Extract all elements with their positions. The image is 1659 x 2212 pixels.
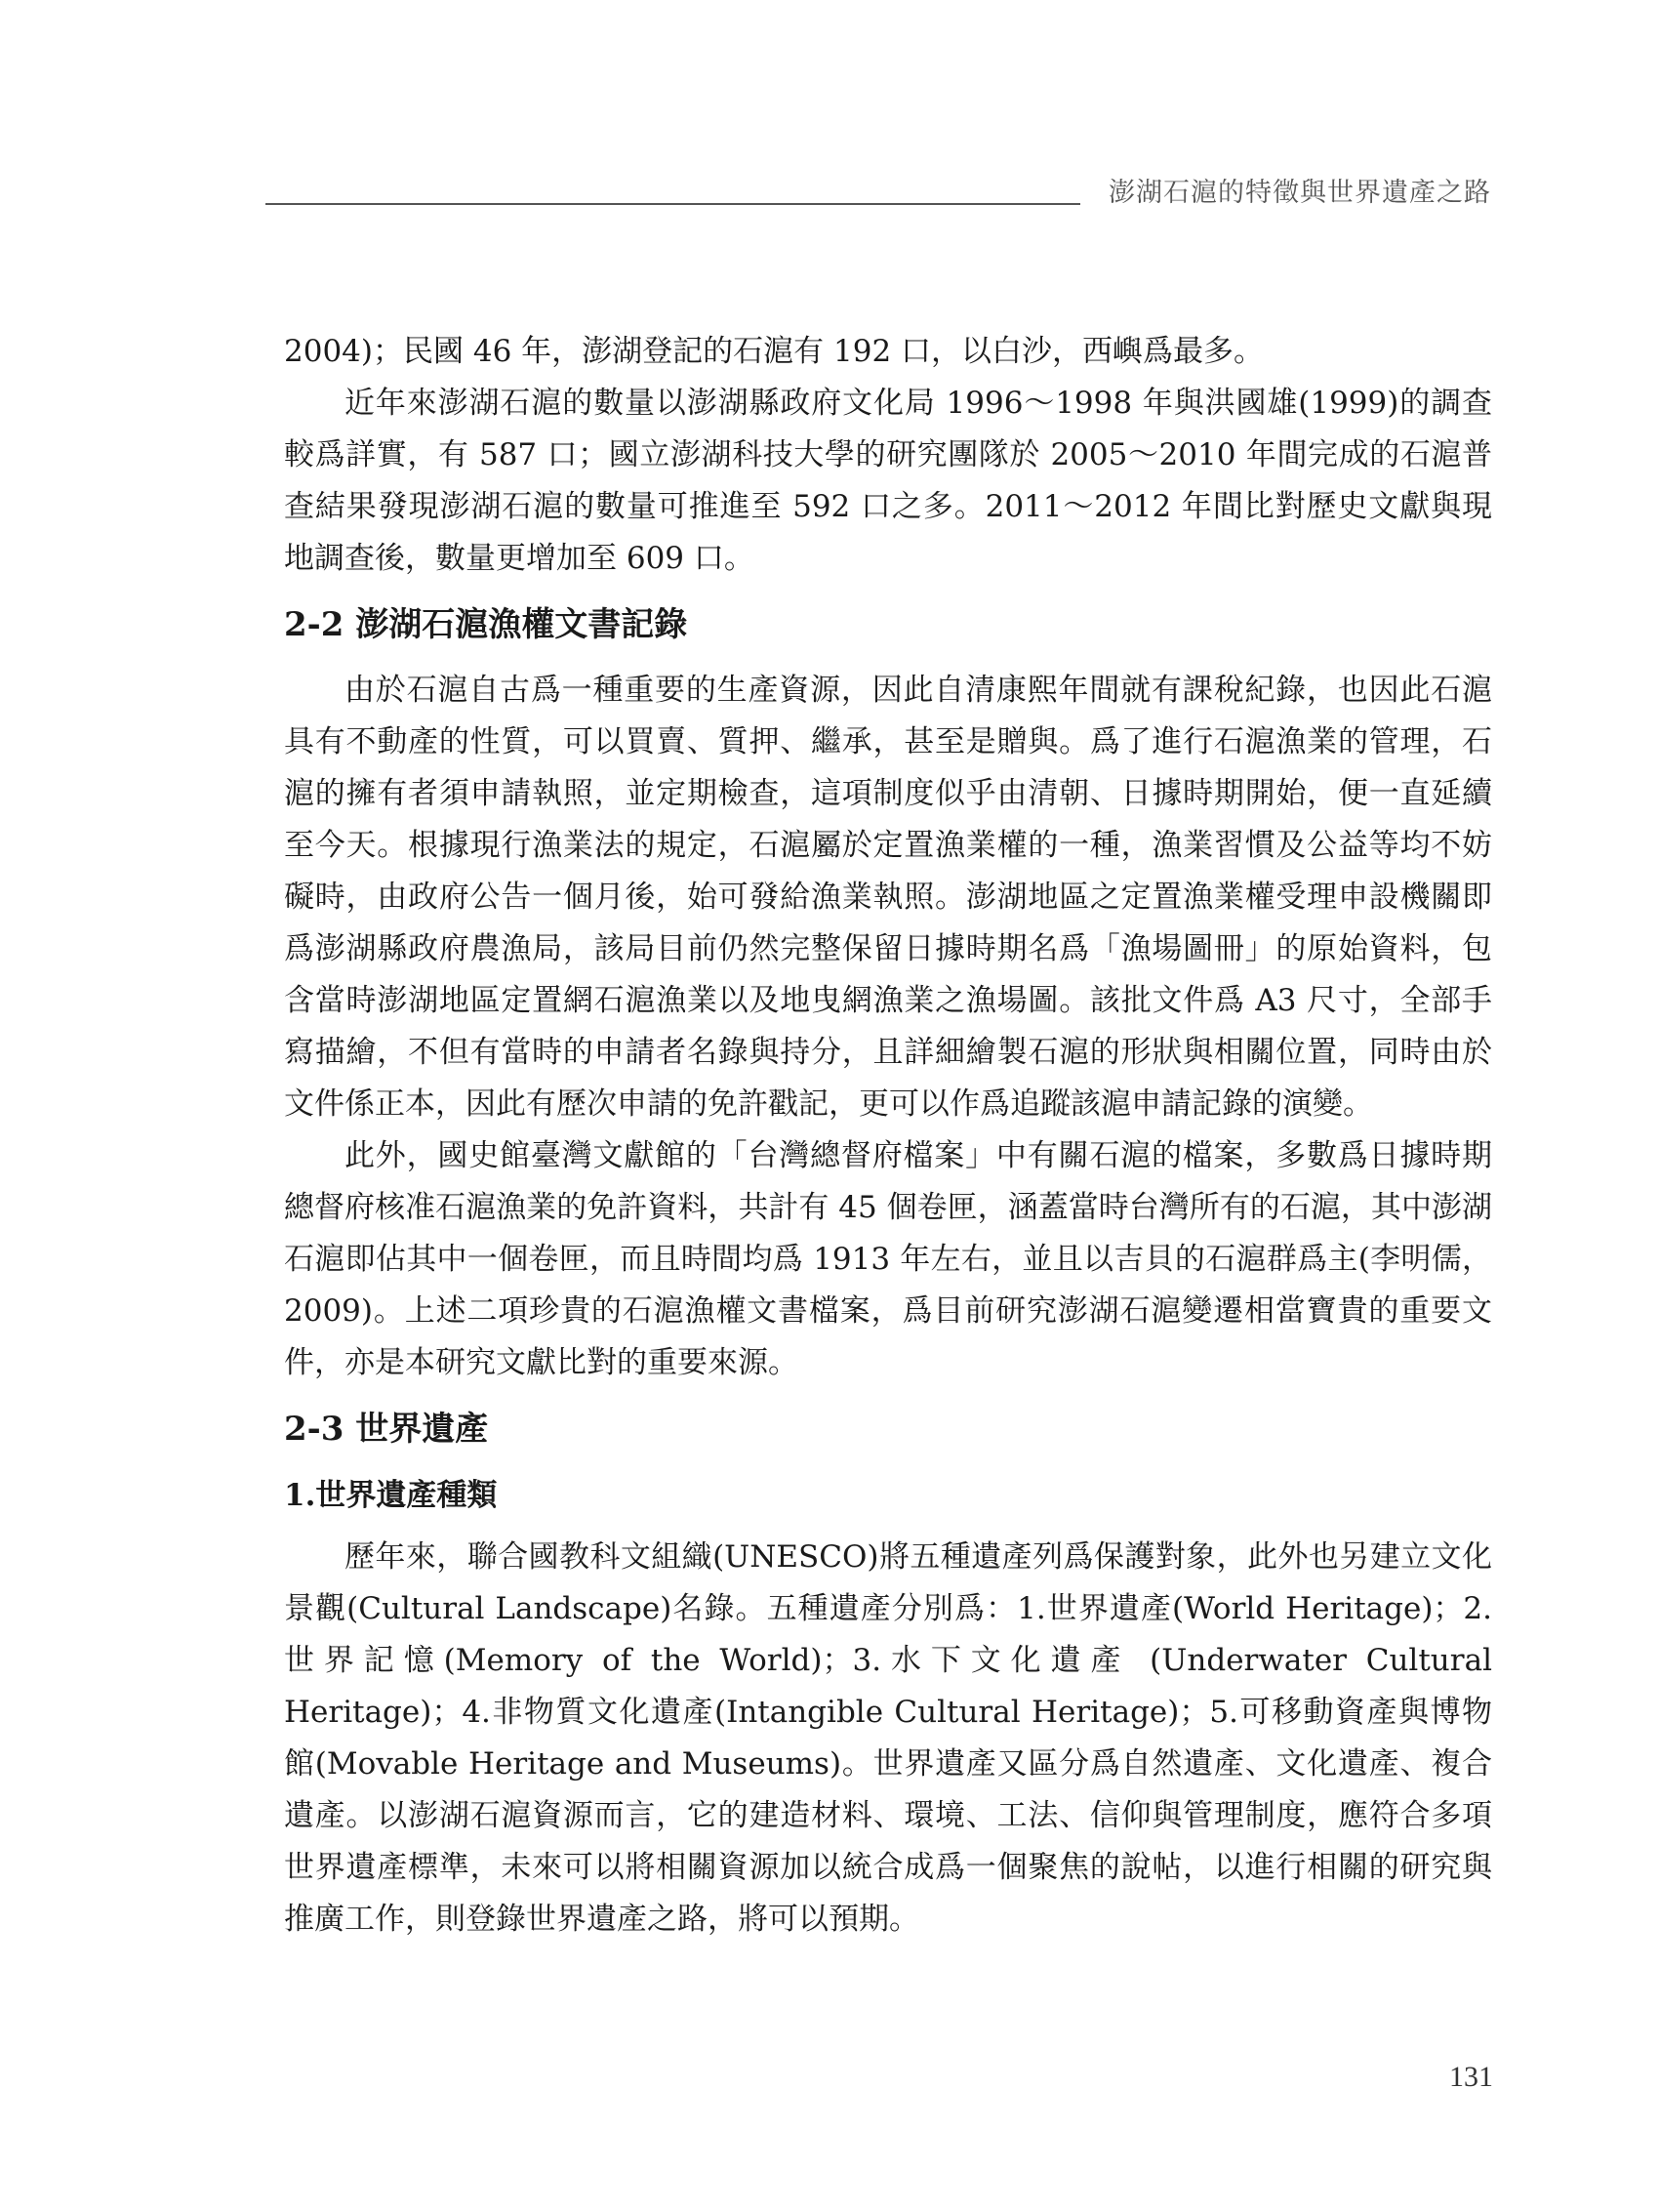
paragraph-continuation: 2004)；民國 46 年，澎湖登記的石滬有 192 口，以白沙，西嶼爲最多。	[284, 334, 1265, 369]
section-heading-2-2: 2-2 澎湖石滬漁權文書記錄	[284, 605, 688, 644]
page-number: 131	[1449, 2061, 1493, 2093]
running-header	[265, 171, 1491, 208]
paragraph-heritage-types: 歷年來，聯合國教科文組織(UNESCO)將五種遺產列爲保護對象，此外也另建立文化景觀(Cultural Landscape)名錄。五種遺產分別爲：1.世界遺產(World Heritage)；2.世界記憶(Memory of the World)；3.水下文化遺產 (Underwater Cultural Heritage)；4.非物質文化遺產(Intangible Cultural Heritage)；5.可移動資產與博物館(Movable Heritage and Museums)。世界遺產又區分爲自然遺產、文化遺產、複合遺產。以澎湖石滬資源而言，它的建造材料、環境、工法、信仰與管理制度，應符合多項世界遺產標準，未來可以將相關資源加以統合成爲一個聚焦的說帖，以進行相關的研究與推廣工作，則登錄世界遺產之路，將可以預期。	[284, 1539, 1492, 1937]
sub-heading-heritage-types: 1.世界遺產種類	[284, 1478, 498, 1513]
section-heading-2-3: 2-3 世界遺產	[284, 1410, 489, 1449]
paragraph-archives: 此外，國史館臺灣文獻館的「台灣總督府檔案」中有關石滬的檔案，多數爲日據時期總督府核准石滬漁業的免許資料，共計有 45 個卷匣，涵蓋當時台灣所有的石滬，其中澎湖石滬即佔其中一個卷匣，而且時間均爲 1913 年左右，並且以吉貝的石滬群爲主(李明儒，2009)。上述二項珍貴的石滬漁權文書檔案，爲目前研究澎湖石滬變遷相當寶貴的重要文件，亦是本研究文獻比對的重要來源。	[284, 1138, 1492, 1380]
page-content	[284, 326, 1492, 1946]
running-title: 澎湖石滬的特徵與世界遺產之路	[1109, 178, 1491, 208]
paragraph-fishing-rights: 由於石滬自古爲一種重要的生產資源，因此自清康熙年間就有課稅紀錄，也因此石滬具有不動產的性質，可以買賣、質押、繼承，甚至是贈與。爲了進行石滬漁業的管理，石滬的擁有者須申請執照，並定期檢查，這項制度似乎由清朝、日據時期開始，便一直延續至今天。根據現行漁業法的規定，石滬屬於定置漁業權的一種，漁業習慣及公益等均不妨礙時，由政府公告一個月後，始可發給漁業執照。澎湖地區之定置漁業權受理申設機關即爲澎湖縣政府農漁局，該局目前仍然完整保留日據時期名爲「漁場圖冊」的原始資料，包含當時澎湖地區定置網石滬漁業以及地曳網漁業之漁場圖。該批文件爲 A3 尺寸，全部手寫描繪，不但有當時的申請者名錄與持分，且詳細繪製石滬的形狀與相關位置，同時由於文件係正本，因此有歷次申請的免許戳記，更可以作爲追蹤該滬申請記錄的演變。	[284, 673, 1492, 1122]
paragraph-count-survey: 近年來澎湖石滬的數量以澎湖縣政府文化局 1996～1998 年與洪國雄(1999)的調查較爲詳實，有 587 口；國立澎湖科技大學的研究團隊於 2005～2010 年間完成的石滬普查結果發現澎湖石滬的數量可推進至 592 口之多。2011～2012 年間比對歷史文獻與現地調查後，數量更增加至 609 口。	[284, 386, 1492, 576]
header-rule	[265, 203, 1080, 205]
